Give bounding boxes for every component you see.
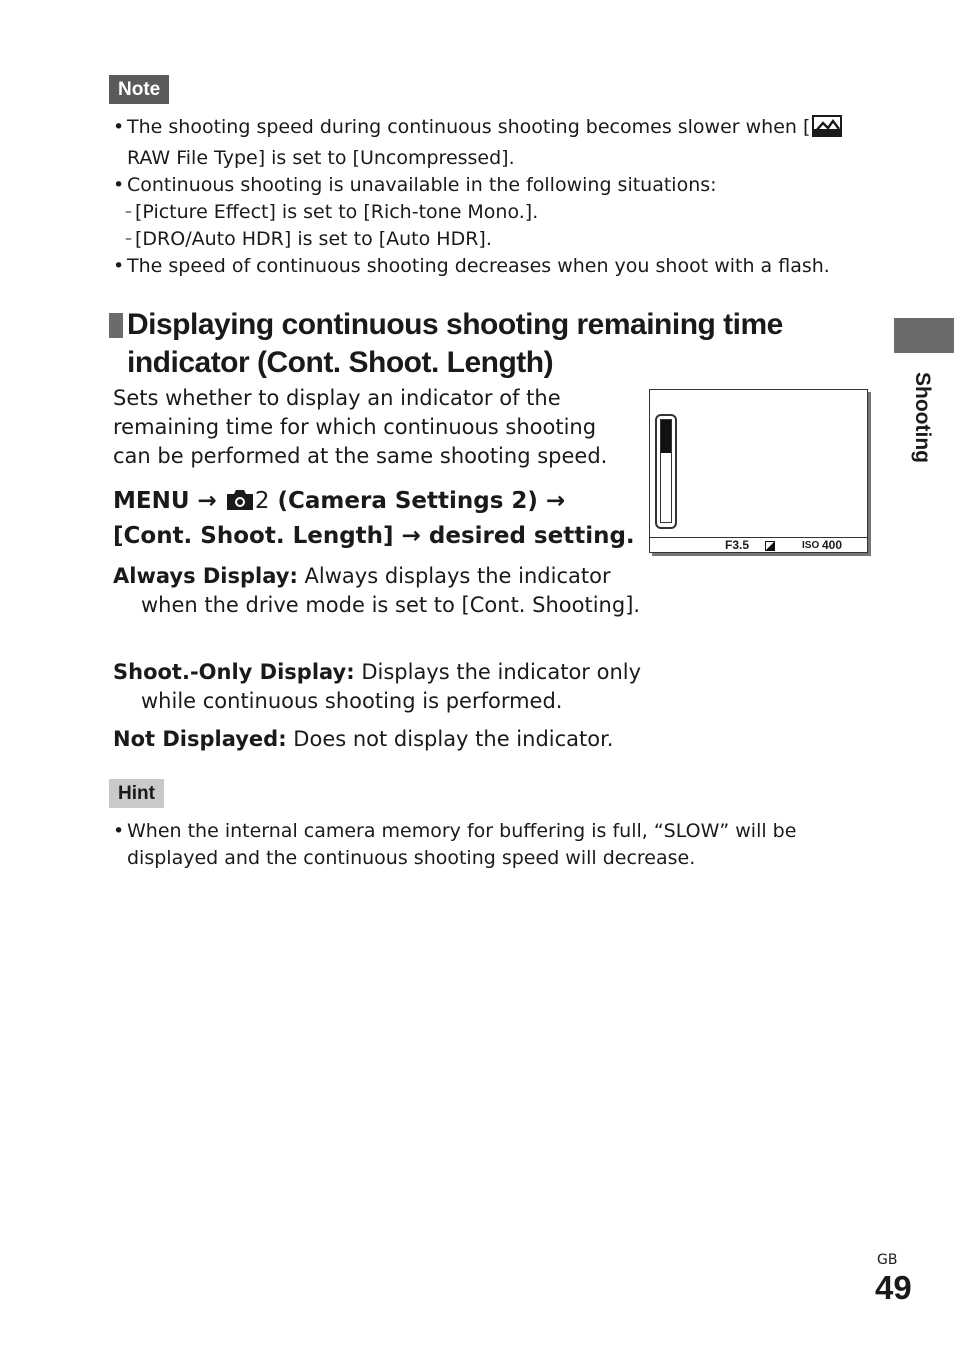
arrow-icon: → bbox=[197, 488, 217, 514]
section-tab-label: Shooting bbox=[911, 372, 934, 463]
option-name: Shoot.-Only Display: bbox=[113, 660, 355, 684]
note-text-before: The shooting speed during continuous shooting becomes slower when [ bbox=[127, 116, 811, 138]
list-item: • When the internal camera memory for buffering is full, “SLOW” will be displayed and the continuous shooting speed will decrease. bbox=[113, 818, 873, 872]
list-subitem: – [Picture Effect] is set to [Rich-tone Mono.]. bbox=[113, 199, 873, 226]
list-item: • The speed of continuous shooting decreases when you shoot with a flash. bbox=[113, 253, 873, 280]
menu-item-label: [Cont. Shoot. Length] bbox=[113, 523, 394, 549]
list-subitem: – [DRO/Auto HDR] is set to [Auto HDR]. bbox=[113, 226, 873, 253]
option-always-display bbox=[113, 562, 671, 620]
iso-value: 400 bbox=[822, 538, 843, 552]
option-not-displayed bbox=[113, 725, 671, 754]
section-tab-marker bbox=[894, 318, 954, 353]
hint-list bbox=[113, 818, 873, 872]
indicator-fill bbox=[661, 420, 671, 453]
section-marker bbox=[109, 313, 123, 338]
option-desc: Always displays the indicator when the drive mode is set to [Cont. Shooting]. bbox=[141, 564, 641, 617]
page-number: 49 bbox=[875, 1269, 912, 1306]
hint-label: Hint bbox=[109, 779, 164, 808]
menu-label: MENU bbox=[113, 488, 190, 514]
list-item bbox=[113, 114, 873, 172]
option-desc: Does not display the indicator. bbox=[293, 727, 614, 751]
note-list bbox=[113, 114, 873, 280]
menu-path bbox=[113, 485, 643, 552]
camera-icon bbox=[225, 488, 255, 520]
camera-screen bbox=[649, 389, 868, 553]
list-item: • Continuous shooting is unavailable in the following situations: bbox=[113, 172, 873, 199]
camera-settings-label: (Camera Settings 2) bbox=[277, 488, 538, 514]
raw-image-icon bbox=[812, 115, 842, 145]
option-name: Always Display: bbox=[113, 564, 298, 588]
iso-label: ISO bbox=[802, 540, 820, 551]
f-number: F3.5 bbox=[725, 538, 750, 552]
note-text-after: RAW File Type] is set to [Uncompressed]. bbox=[127, 147, 515, 169]
section-title: Displaying continuous shooting remaining time indicator (Cont. Shoot. Length) bbox=[127, 308, 783, 379]
section-intro: Sets whether to display an indicator of the remaining time for which continuous shooting can be performed at the same shooting speed. bbox=[113, 386, 608, 468]
option-name: Not Displayed: bbox=[113, 727, 287, 751]
camera-tab-number: 2 bbox=[254, 488, 270, 514]
arrow-icon: → bbox=[545, 488, 566, 514]
option-desc: Displays the indicator only while continuous shooting is performed. bbox=[141, 660, 642, 713]
screen-status-bar bbox=[650, 537, 867, 553]
exposure-compensation-icon bbox=[765, 540, 775, 550]
option-shoot-only-display bbox=[113, 658, 671, 716]
arrow-icon: → bbox=[401, 523, 421, 549]
menu-end-label: desired setting. bbox=[428, 523, 635, 549]
region-code: GB bbox=[877, 1252, 898, 1268]
note-label: Note bbox=[109, 75, 169, 104]
